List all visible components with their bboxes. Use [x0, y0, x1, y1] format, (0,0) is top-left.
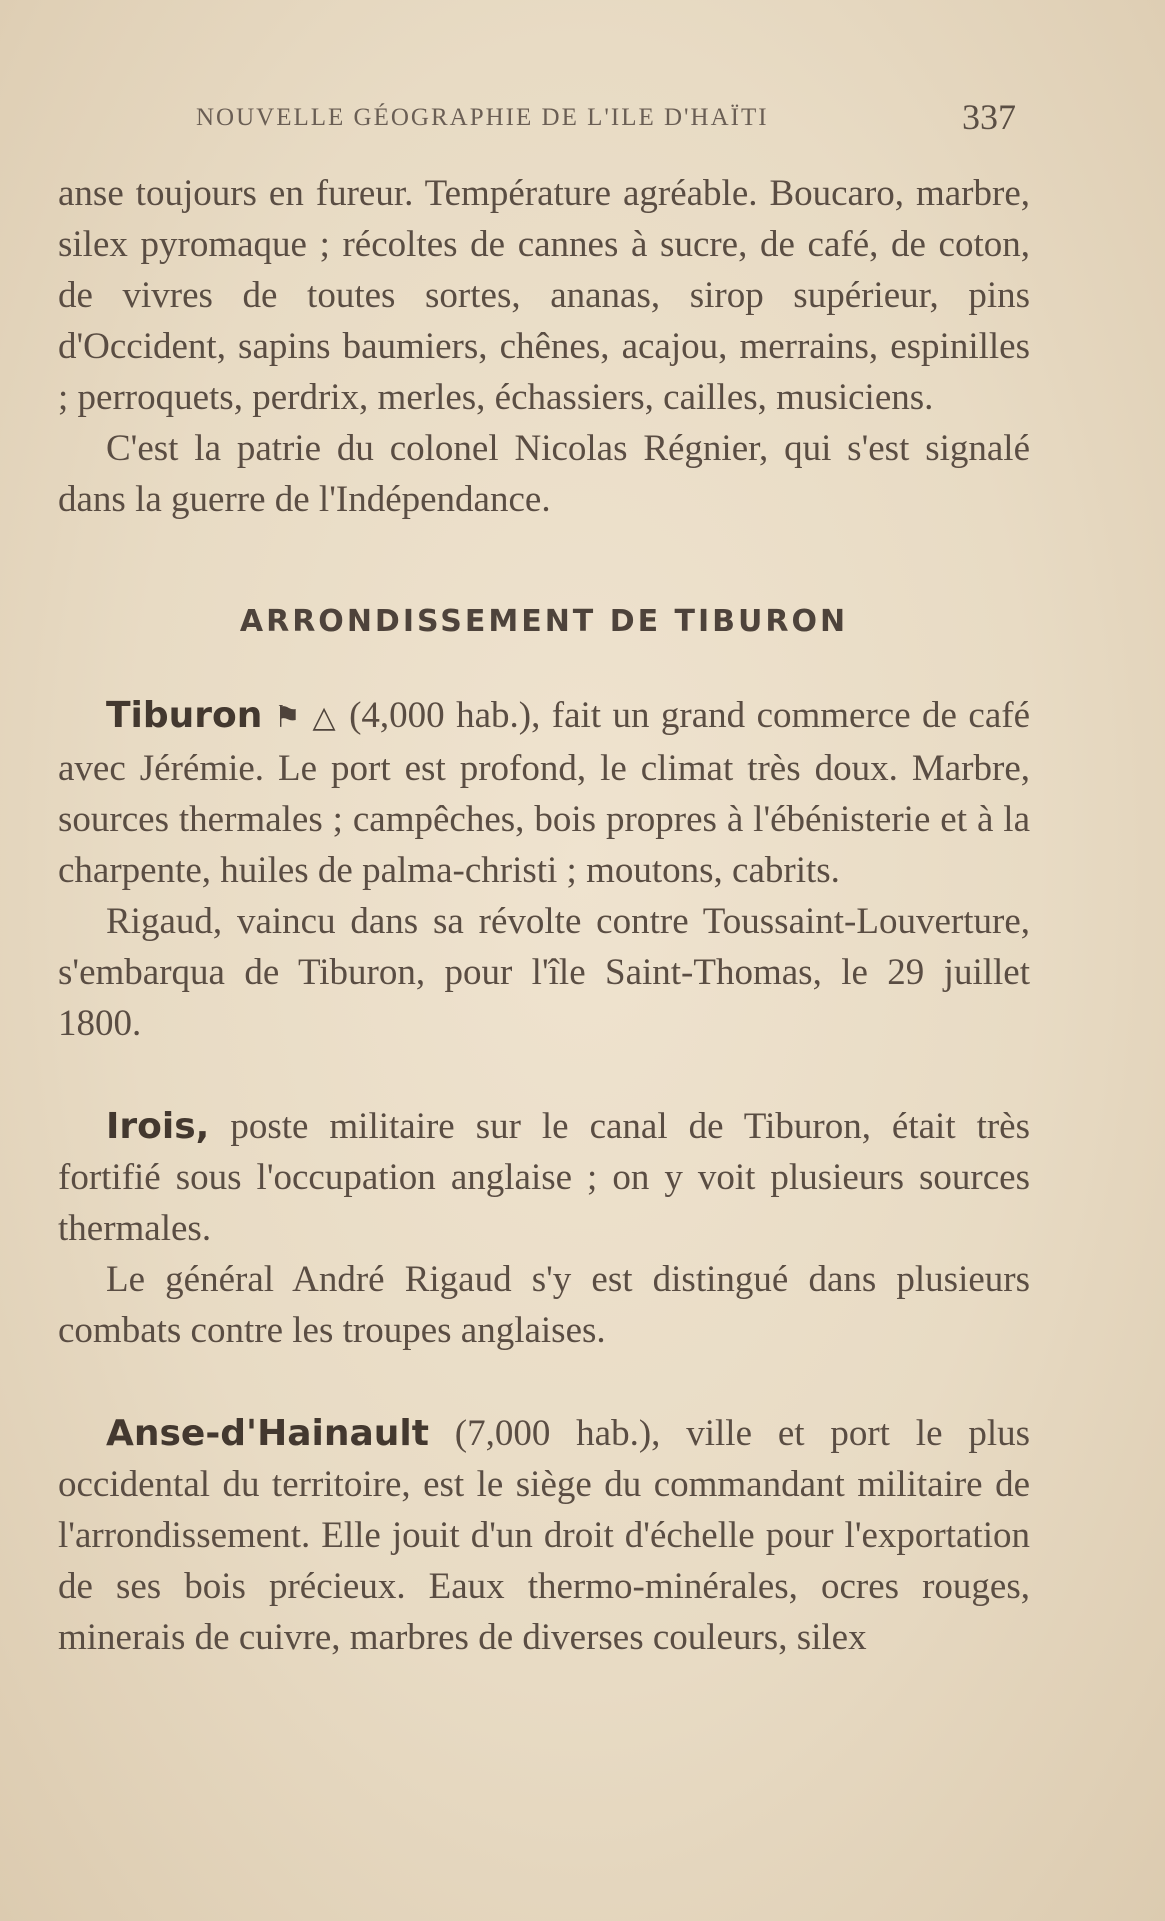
entry-anse-d-hainault	[58, 1408, 1030, 1663]
page-body	[58, 168, 1030, 1663]
entry-irois-paragraph-2: Le général André Rigaud s'y est distingué dans plusieurs combats contre les troupes anglaises.	[58, 1259, 1030, 1351]
entry-name-irois: Irois,	[106, 1106, 210, 1147]
page-number: 337	[962, 97, 1016, 137]
entry-text-tiburon: (4,000 hab.), fait un grand commerce de café avec Jérémie. Le port est profond, le climat très doux. Marbre, sources thermales ; campêches, bois propres à l'ébénisterie et à la charpente, huiles de palma-christi ; moutons, cabrits.	[58, 695, 1030, 891]
entry-tiburon	[58, 690, 1030, 896]
entry-tiburon-paragraph-2: Rigaud, vaincu dans sa révolte contre Toussaint-Louverture, s'embarqua de Tiburon, pour l'île Saint-Thomas, le 29 juillet 1800.	[58, 901, 1030, 1044]
entry-name-tiburon: Tiburon	[106, 695, 263, 736]
intro-paragraph: anse toujours en fureur. Température agréable. Boucaro, marbre, silex pyromaque ; récoltes de cannes à sucre, de café, de coton, de vivres de toutes sortes, ananas, sirop supérieur, pins d'Occident, sapins baumiers, chênes, acajou, merrains, espinilles ; perroquets, perdrix, merles, échassiers, cailles, musiciens.	[58, 173, 1030, 418]
entry-text-anse-d-hainault: (7,000 hab.), ville et port le plus occidental du territoire, est le siège du commandant militaire de l'arrondissement. Elle jouit d'un droit d'échelle pour l'exportation de ses bois précieux. Eaux thermo-minérales, ocres rouges, minerais de cuivre, marbres de diverses couleurs, silex	[58, 1413, 1030, 1658]
entry-text-irois: poste militaire sur le canal de Tiburon, était très fortifié sous l'occupation anglaise ; on y voit plusieurs sources thermales.	[58, 1106, 1031, 1249]
running-title: NOUVELLE GÉOGRAPHIE DE L'ILE D'HAÏTI	[196, 104, 769, 131]
port-and-post-symbols: ⚑ △	[273, 700, 338, 735]
entry-irois	[58, 1101, 1030, 1254]
entry-name-anse-d-hainault: Anse-d'Hainault	[106, 1413, 429, 1454]
intro-paragraph-2: C'est la patrie du colonel Nicolas Régnier, qui s'est signalé dans la guerre de l'Indépendance.	[58, 428, 1030, 520]
page-header	[196, 96, 1016, 136]
section-heading: ARRONDISSEMENT DE TIBURON	[239, 604, 849, 639]
